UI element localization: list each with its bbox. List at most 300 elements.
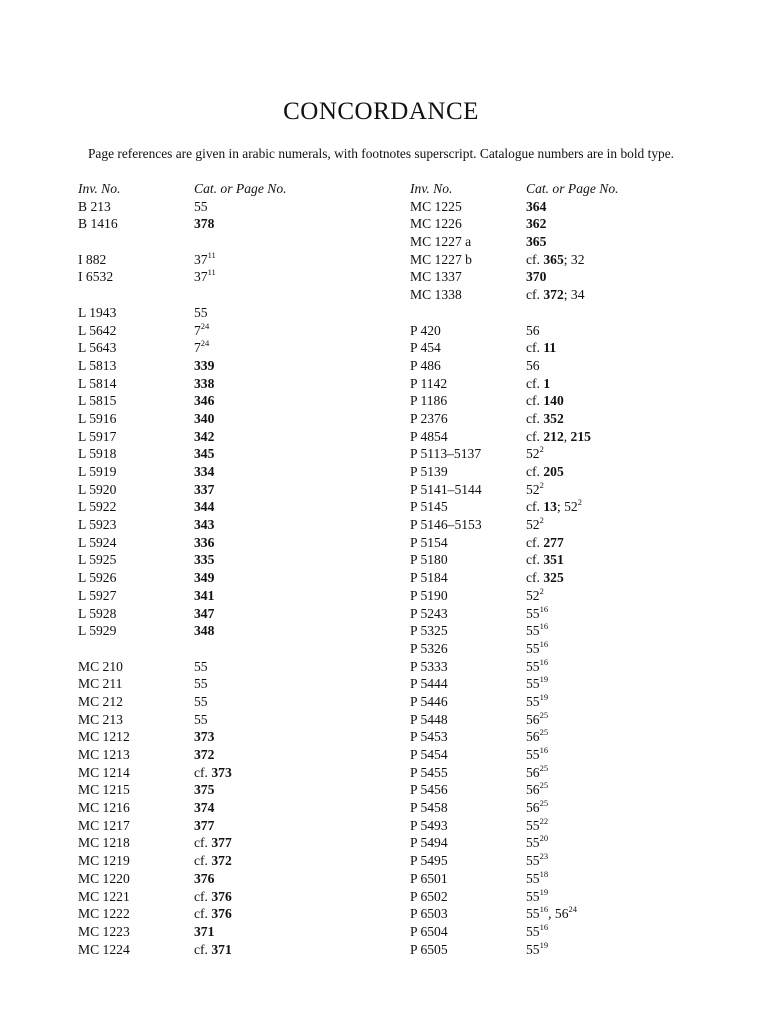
catalogue-reference	[194, 905, 232, 923]
table-row	[410, 781, 619, 799]
table-row	[410, 339, 619, 357]
concordance-rows-left	[78, 198, 287, 959]
catalogue-number: 1	[543, 375, 551, 391]
catalogue-number: 372	[211, 853, 232, 869]
footnote-number: 2	[539, 479, 544, 490]
inventory-number: MC 1222	[78, 906, 130, 922]
table-row	[410, 746, 619, 764]
footnote-number: 25	[539, 798, 549, 809]
table-row	[410, 286, 619, 304]
page-reference: 56	[526, 782, 540, 798]
catalogue-reference	[194, 764, 232, 782]
inventory-number: L 5928	[78, 605, 117, 621]
table-row	[78, 392, 287, 410]
catalogue-reference	[194, 268, 216, 286]
page-reference: cf.	[526, 287, 544, 303]
footnote-number: 20	[539, 833, 549, 844]
intro-text: Page references are given in arabic numerals, with footnotes superscript. Catalogue numbers are in bold type.	[87, 146, 674, 161]
catalogue-reference	[526, 551, 564, 569]
page-title: CONCORDANCE	[283, 98, 479, 125]
catalogue-reference	[526, 481, 544, 499]
table-row	[78, 834, 287, 852]
page-reference: 55	[526, 853, 540, 869]
table-row	[410, 587, 619, 605]
catalogue-reference	[194, 304, 208, 322]
catalogue-number: 377	[211, 835, 232, 851]
catalogue-reference	[194, 569, 214, 587]
table-row	[78, 658, 287, 676]
inventory-number: P 5448	[410, 711, 448, 727]
inventory-number: MC 213	[78, 711, 123, 727]
inventory-number: MC 1337	[410, 269, 462, 285]
catalogue-reference	[526, 799, 548, 817]
inventory-number: P 5456	[410, 782, 448, 798]
page-reference: 55	[194, 658, 208, 674]
inventory-number: P 4854	[410, 428, 448, 444]
table-row	[410, 693, 619, 711]
catalogue-reference	[526, 693, 548, 711]
inventory-number: P 5184	[410, 570, 448, 586]
catalogue-number: 205	[543, 464, 564, 479]
header-cat-page-no: Cat. or Page No.	[194, 181, 287, 196]
inventory-number: L 5813	[78, 357, 117, 373]
header-inv-no: Inv. No.	[78, 181, 121, 196]
table-row	[410, 941, 619, 959]
footnote-number: 2	[577, 497, 582, 508]
catalogue-reference	[526, 463, 564, 481]
catalogue-reference	[526, 339, 556, 357]
footnote-number: 24	[200, 320, 210, 331]
page-reference: cf.	[526, 375, 544, 391]
inventory-number: P 5326	[410, 640, 448, 656]
table-row	[78, 375, 287, 393]
table-row	[78, 198, 287, 216]
catalogue-reference	[194, 941, 232, 959]
footnote-number: 19	[539, 691, 549, 702]
page-reference: 7	[194, 322, 201, 338]
inventory-number: P 6501	[410, 870, 448, 886]
header-cat-page-no: Cat. or Page No.	[526, 181, 619, 196]
table-row	[78, 569, 287, 587]
table-row	[410, 622, 619, 640]
inventory-number: L 5919	[78, 464, 117, 479]
table-row	[78, 799, 287, 817]
footnote-number: 19	[539, 886, 549, 897]
catalogue-reference	[526, 286, 585, 304]
catalogue-reference	[526, 428, 591, 446]
catalogue-reference	[526, 357, 540, 375]
inventory-number: MC 1217	[78, 817, 130, 833]
table-row	[410, 640, 619, 658]
table-row	[78, 941, 287, 959]
inventory-number: I 6532	[78, 269, 114, 285]
catalogue-reference	[194, 658, 208, 676]
inventory-number: MC 211	[78, 676, 123, 692]
catalogue-reference	[194, 322, 209, 340]
catalogue-number: 215	[570, 428, 591, 444]
inventory-number: L 5643	[78, 340, 117, 356]
footnote-number: 19	[539, 939, 549, 950]
catalogue-number: 340	[194, 410, 215, 426]
page-reference: 55	[526, 747, 540, 762]
footnote-number: 16	[539, 656, 549, 667]
catalogue-reference	[526, 534, 564, 552]
catalogue-reference	[526, 392, 564, 410]
footnote-number: 25	[539, 727, 549, 738]
catalogue-reference	[194, 375, 214, 393]
page-reference: cf.	[194, 941, 212, 957]
inventory-number: L 5922	[78, 499, 117, 515]
table-row	[410, 251, 619, 269]
page-reference: ; 32	[563, 251, 585, 267]
table-row	[410, 764, 619, 782]
catalogue-reference	[526, 215, 546, 233]
catalogue-number: 337	[194, 481, 215, 497]
catalogue-reference	[194, 357, 214, 375]
catalogue-reference	[526, 640, 548, 658]
page-reference: 55	[526, 658, 540, 674]
inventory-number: MC 1221	[78, 888, 130, 904]
concordance-rows-right	[410, 198, 619, 959]
footnote-number: 16	[539, 745, 549, 755]
catalogue-reference	[526, 746, 548, 764]
inventory-number: L 5927	[78, 587, 117, 603]
inventory-number: P 5243	[410, 605, 448, 621]
table-row	[410, 481, 619, 499]
catalogue-number: 347	[194, 605, 215, 621]
footnote-number: 2	[539, 444, 544, 455]
catalogue-number: 376	[194, 870, 215, 886]
table-row	[78, 746, 287, 764]
inventory-number: P 5113–5137	[410, 446, 482, 462]
page-reference: cf.	[526, 570, 544, 586]
page-reference: cf.	[526, 410, 544, 426]
table-row	[78, 888, 287, 906]
inventory-number: P 1142	[410, 375, 448, 391]
catalogue-reference	[194, 693, 208, 711]
table-row	[410, 375, 619, 393]
footnote-number: 18	[539, 868, 549, 879]
table-row	[410, 551, 619, 569]
catalogue-number: 13	[543, 499, 557, 515]
inventory-number: P 486	[410, 357, 441, 373]
catalogue-reference	[194, 251, 216, 269]
page-reference: 55	[194, 711, 208, 727]
catalogue-reference	[194, 498, 214, 516]
concordance-column-right	[410, 180, 619, 958]
table-row	[410, 410, 619, 428]
inventory-number: P 420	[410, 322, 441, 338]
page-reference: cf.	[194, 764, 212, 780]
blank-row	[78, 233, 287, 251]
catalogue-number: 371	[211, 941, 232, 957]
page-reference: cf.	[194, 835, 212, 851]
inventory-number: MC 210	[78, 658, 123, 674]
page-reference: 56	[526, 729, 540, 745]
catalogue-number: 365	[526, 234, 547, 250]
catalogue-number: 362	[526, 216, 547, 232]
catalogue-number: 341	[194, 587, 215, 603]
catalogue-reference	[194, 799, 214, 817]
table-row	[410, 322, 619, 340]
table-row	[410, 870, 619, 888]
table-row	[410, 357, 619, 375]
table-row	[410, 711, 619, 729]
footnote-number: 16	[539, 921, 549, 932]
page-reference: 55	[194, 304, 208, 320]
catalogue-reference	[526, 251, 585, 269]
inventory-number: P 5495	[410, 853, 448, 869]
inventory-number: MC 1224	[78, 941, 130, 957]
table-row	[78, 410, 287, 428]
catalogue-reference	[526, 587, 544, 605]
catalogue-number: 371	[194, 923, 215, 939]
table-row	[78, 693, 287, 711]
table-row	[78, 852, 287, 870]
catalogue-reference	[194, 516, 214, 534]
catalogue-number: 346	[194, 393, 215, 409]
inventory-number: P 5444	[410, 676, 448, 692]
table-row	[78, 587, 287, 605]
inventory-number: P 5190	[410, 587, 448, 603]
inventory-number: MC 1214	[78, 764, 130, 780]
inventory-number: P 5493	[410, 817, 448, 833]
inventory-number: MC 1216	[78, 800, 130, 816]
catalogue-reference	[526, 445, 544, 463]
inventory-number: P 5454	[410, 747, 448, 762]
inventory-number: P 5446	[410, 693, 448, 709]
table-row	[410, 675, 619, 693]
catalogue-number: 372	[194, 747, 215, 762]
catalogue-number: 372	[543, 287, 564, 303]
catalogue-reference	[194, 746, 214, 764]
catalogue-number: 348	[194, 623, 215, 639]
catalogue-reference	[526, 268, 546, 286]
footnote-number: 19	[539, 674, 549, 685]
inventory-number: L 5916	[78, 410, 117, 426]
blank-row	[78, 640, 287, 658]
inventory-number: MC 1223	[78, 923, 130, 939]
catalogue-reference	[194, 870, 214, 888]
table-row	[410, 268, 619, 286]
page-reference: 55	[526, 640, 540, 656]
inventory-number: MC 1227 b	[410, 251, 472, 267]
footnote-number: 25	[539, 709, 549, 720]
page-reference: 37	[194, 269, 208, 285]
catalogue-reference	[194, 215, 214, 233]
catalogue-reference	[194, 675, 208, 693]
catalogue-reference	[194, 817, 214, 835]
catalogue-number: 277	[543, 534, 564, 550]
catalogue-number: 336	[194, 534, 215, 550]
blank-row	[410, 304, 619, 322]
catalogue-number: 343	[194, 517, 215, 533]
inventory-number: L 5926	[78, 570, 117, 586]
inventory-number: P 5455	[410, 764, 448, 780]
footnote-number: 25	[539, 780, 549, 791]
inventory-number: MC 1218	[78, 835, 130, 851]
inventory-number: P 454	[410, 340, 441, 356]
catalogue-number: 339	[194, 357, 215, 373]
page-reference: ; 34	[563, 287, 585, 303]
table-row	[78, 498, 287, 516]
catalogue-number: 335	[194, 552, 215, 568]
header-inv-no: Inv. No.	[410, 181, 453, 196]
page-reference: 55	[526, 817, 540, 833]
catalogue-reference	[194, 339, 209, 357]
catalogue-reference	[194, 923, 214, 941]
table-row	[410, 498, 619, 516]
catalogue-reference	[526, 675, 548, 693]
catalogue-reference	[194, 445, 214, 463]
catalogue-reference	[526, 198, 546, 216]
inventory-number: MC 1215	[78, 782, 130, 798]
inventory-number: I 882	[78, 251, 107, 267]
table-row	[78, 905, 287, 923]
page-reference: 52	[526, 481, 540, 497]
catalogue-reference	[526, 852, 548, 870]
inventory-number: P 6504	[410, 923, 448, 939]
catalogue-number: 373	[211, 764, 232, 780]
table-row	[78, 534, 287, 552]
catalogue-reference	[526, 605, 548, 623]
blank-row	[78, 286, 287, 304]
page-reference: cf.	[194, 906, 212, 922]
catalogue-number: 334	[194, 464, 215, 479]
table-row	[410, 516, 619, 534]
table-row	[78, 781, 287, 799]
table-row	[78, 322, 287, 340]
inventory-number: L 5929	[78, 623, 117, 639]
inventory-number: P 5453	[410, 729, 448, 745]
inventory-number: L 5918	[78, 446, 117, 462]
inventory-number: MC 1220	[78, 870, 130, 886]
page-reference: cf.	[526, 499, 544, 515]
inventory-number: MC 212	[78, 693, 123, 709]
footnote-number: 24	[200, 338, 210, 349]
catalogue-reference	[194, 587, 214, 605]
table-row	[410, 817, 619, 835]
footnote-number: 2	[539, 515, 544, 526]
footnote-number: 23	[539, 851, 549, 862]
page-reference: 7	[194, 340, 201, 356]
table-row	[410, 428, 619, 446]
inventory-number: L 5924	[78, 534, 117, 550]
page-reference: 56	[526, 764, 540, 780]
catalogue-reference	[194, 551, 214, 569]
page-reference: cf.	[526, 428, 544, 444]
page-reference: ,	[563, 428, 571, 444]
inventory-number: B 1416	[78, 216, 118, 232]
inventory-number: P 5141–5144	[410, 481, 482, 497]
catalogue-reference	[194, 463, 214, 481]
table-row	[78, 481, 287, 499]
inventory-number: MC 1226	[410, 216, 462, 232]
footnote-number: 11	[207, 249, 216, 260]
inventory-number: L 5923	[78, 517, 117, 533]
page-reference: cf.	[194, 853, 212, 869]
footnote-number: 25	[539, 762, 549, 773]
inventory-number: MC 1225	[410, 198, 462, 214]
page-reference: 52	[526, 446, 540, 462]
catalogue-reference	[194, 534, 214, 552]
catalogue-number: 377	[194, 817, 215, 833]
catalogue-number: 370	[526, 269, 547, 285]
table-row	[78, 428, 287, 446]
catalogue-reference	[526, 905, 577, 923]
inventory-number: MC 1338	[410, 287, 462, 303]
table-row	[78, 304, 287, 322]
catalogue-number: 376	[211, 888, 232, 904]
page-reference: 55	[194, 676, 208, 692]
inventory-number: P 5458	[410, 800, 448, 816]
page-reference: , 56	[548, 906, 569, 922]
table-row	[78, 215, 287, 233]
table-row	[410, 605, 619, 623]
inventory-number: L 1943	[78, 304, 117, 320]
inventory-number: L 5920	[78, 481, 117, 497]
table-row	[78, 339, 287, 357]
inventory-number: MC 1227 a	[410, 234, 472, 250]
catalogue-reference	[526, 516, 544, 534]
page-reference: cf.	[526, 534, 544, 550]
catalogue-reference	[526, 498, 582, 516]
table-row	[78, 817, 287, 835]
catalogue-reference	[526, 569, 564, 587]
page-reference: 55	[526, 693, 540, 709]
table-row	[78, 605, 287, 623]
catalogue-reference	[194, 728, 214, 746]
page-reference: 55	[194, 198, 208, 214]
catalogue-reference	[526, 322, 540, 340]
table-row	[78, 870, 287, 888]
page-reference: cf.	[526, 552, 544, 568]
page-reference: ; 52	[556, 499, 578, 515]
catalogue-number: 375	[194, 782, 215, 798]
table-row	[78, 268, 287, 286]
catalogue-reference	[526, 375, 550, 393]
page-reference: 55	[526, 906, 540, 922]
inventory-number: P 5139	[410, 464, 448, 479]
inventory-number: P 5146–5153	[410, 517, 482, 533]
table-row	[410, 852, 619, 870]
table-row	[410, 198, 619, 216]
footnote-number: 2	[539, 585, 544, 596]
inventory-number: P 5154	[410, 534, 448, 550]
catalogue-reference	[526, 410, 564, 428]
inventory-number: P 2376	[410, 410, 448, 426]
table-row	[410, 463, 619, 481]
table-row	[410, 215, 619, 233]
table-row	[78, 516, 287, 534]
catalogue-reference	[194, 834, 232, 852]
concordance-column-left	[78, 180, 287, 958]
column-header-row	[410, 180, 619, 198]
catalogue-number: 140	[543, 393, 564, 409]
table-row	[78, 463, 287, 481]
inventory-number: L 5917	[78, 428, 117, 444]
inventory-number: MC 1219	[78, 853, 130, 869]
inventory-number: P 5494	[410, 835, 448, 851]
catalogue-reference	[526, 923, 548, 941]
catalogue-reference	[194, 711, 208, 729]
table-row	[410, 728, 619, 746]
catalogue-number: 11	[543, 340, 557, 356]
catalogue-number: 345	[194, 446, 215, 462]
page-reference: 55	[526, 870, 540, 886]
catalogue-reference	[526, 834, 548, 852]
catalogue-number: 325	[543, 570, 564, 586]
